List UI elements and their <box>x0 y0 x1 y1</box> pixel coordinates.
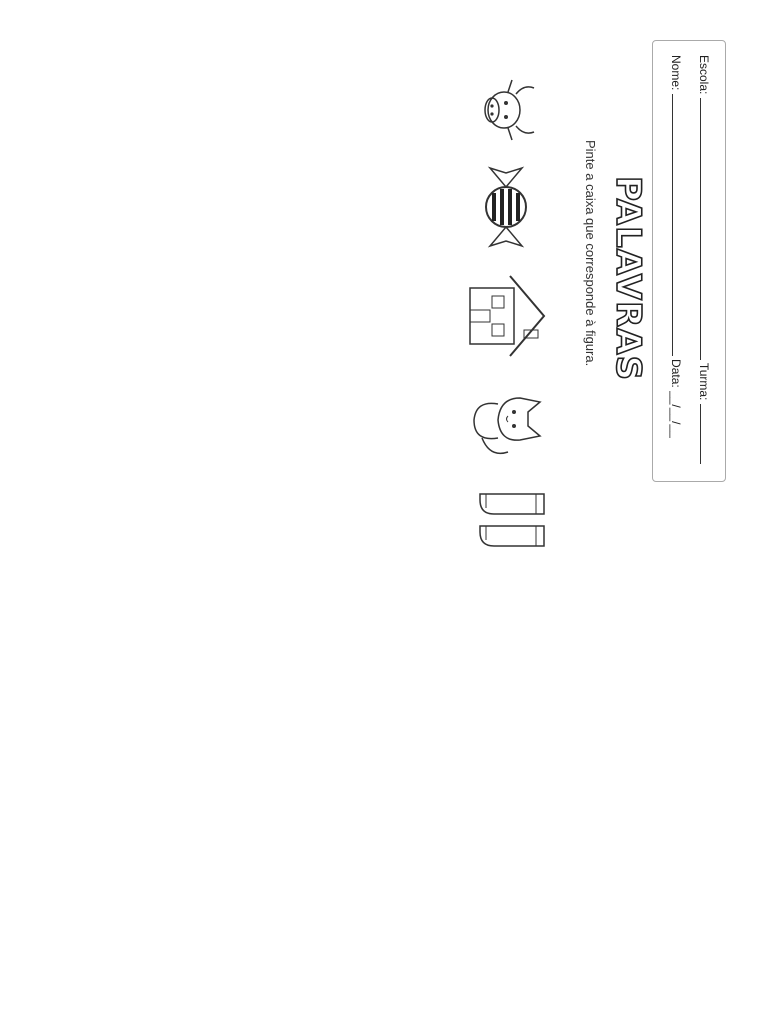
school-blank[interactable] <box>700 98 713 360</box>
boots-icon <box>461 484 554 564</box>
date-label: Data: <box>669 359 683 388</box>
palavras-title: PALAVRAS <box>608 176 648 382</box>
header-box-palavras <box>652 40 726 482</box>
name-blank[interactable] <box>672 94 685 356</box>
class-label: Turma: <box>697 362 711 401</box>
date-slots[interactable]: __/__/__ <box>669 391 683 438</box>
cow-icon <box>463 70 544 150</box>
cat-icon <box>463 380 552 464</box>
class-blank[interactable] <box>700 404 713 464</box>
school-label: Escola: <box>697 55 711 95</box>
candy-icon <box>465 162 542 252</box>
palavras-instruction: Pinte a caixa que corresponde à figura. <box>583 140 598 367</box>
name-row <box>669 55 685 438</box>
school-row <box>697 55 713 464</box>
name-label: Nome: <box>669 55 683 91</box>
house-icon <box>457 266 554 366</box>
